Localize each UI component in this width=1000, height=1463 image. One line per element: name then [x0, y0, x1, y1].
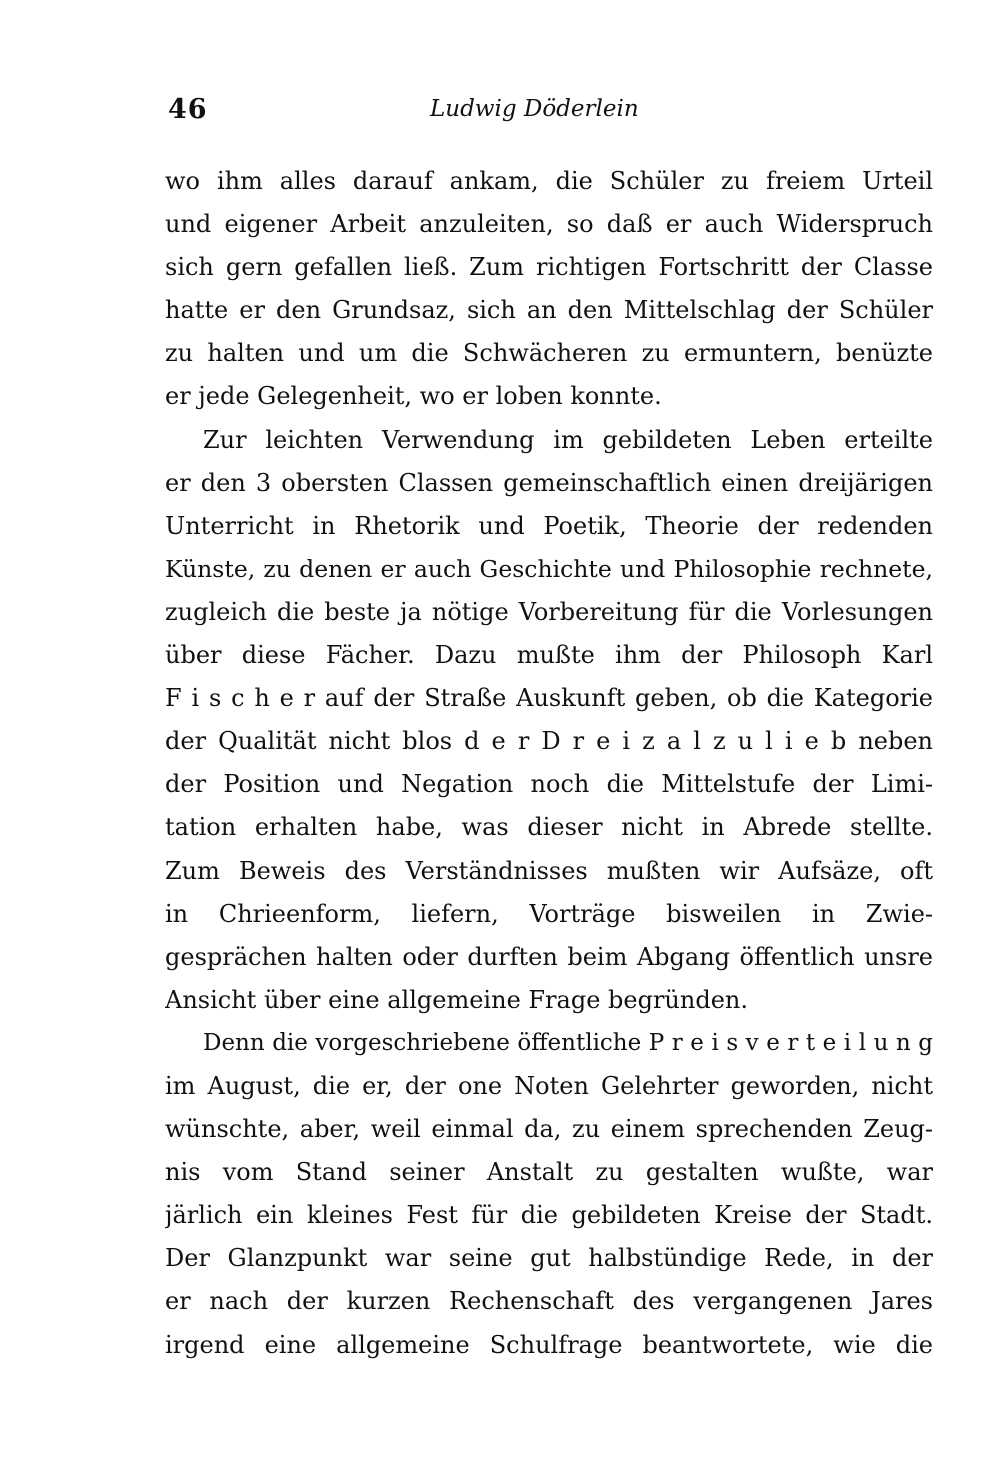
- text-line: irgend eine allgemeine Schulfrage beantwortete, wie die: [165, 1330, 933, 1359]
- text-line: Der Glanzpunkt war seine gut halbstündige Rede, in der: [165, 1244, 933, 1273]
- text-line: järlich ein kleines Fest für die gebildeten Kreise der Stadt.: [165, 1201, 933, 1230]
- text-line: Zur leichten Verwendung im gebildeten Leben erteilte: [203, 425, 933, 454]
- body-text: [165, 160, 933, 1367]
- text-line: Zum Beweis des Verständnisses mußten wir Aufsäze, oft: [165, 856, 933, 885]
- text-line: er nach der kurzen Rechenschaft des vergangenen Jares: [165, 1287, 933, 1316]
- text-line: Künste, zu denen er auch Geschichte und Philosophie rechnete,: [165, 554, 933, 583]
- text-line: er jede Gelegenheit, wo er loben konnte.: [165, 382, 662, 411]
- page-header: [168, 94, 930, 134]
- text-line: er den 3 obersten Classen gemeinschaftlich einen dreijärigen: [165, 468, 933, 497]
- text-line: zugleich die beste ja nötige Vorbereitung für die Vorlesungen: [165, 597, 933, 626]
- text-line: nis vom Stand seiner Anstalt zu gestalten wußte, war: [165, 1158, 933, 1187]
- text-line: F i s c h e r auf der Straße Auskunft geben, ob die Kategorie: [165, 684, 933, 713]
- text-line: sich gern gefallen ließ. Zum richtigen Fortschritt der Classe: [165, 253, 933, 282]
- text-line: über diese Fächer. Dazu mußte ihm der Philosoph Karl: [165, 641, 933, 670]
- text-line: Denn die vorgeschriebene öffentliche P r e i s v e r t e i l u n g: [203, 1029, 933, 1056]
- text-line: zu halten und um die Schwächeren zu ermuntern, benüzte: [165, 339, 933, 368]
- text-line: gesprächen halten oder durften beim Abgang öffentlich unsre: [165, 942, 933, 971]
- running-head: Ludwig Döderlein: [430, 96, 639, 122]
- text-line: und eigener Arbeit anzuleiten, so daß er auch Widerspruch: [165, 210, 933, 239]
- text-line: Unterricht in Rhetorik und Poetik, Theorie der redenden: [165, 511, 933, 540]
- text-line: in Chrieenform, liefern, Vorträge bisweilen in Zwie-: [165, 899, 933, 928]
- text-line: der Position und Negation noch die Mittelstufe der Limi-: [165, 770, 933, 799]
- text-line: hatte er den Grundsaz, sich an den Mittelschlag der Schüler: [165, 296, 933, 325]
- text-line: tation erhalten habe, was dieser nicht in Abrede stellte.: [165, 813, 933, 842]
- page-number: 46: [168, 94, 208, 125]
- text-line: wo ihm alles darauf ankam, die Schüler zu freiem Urteil: [165, 167, 933, 195]
- text-line: der Qualität nicht blos d e r D r e i z a l z u l i e b neben: [165, 727, 933, 756]
- text-line: wünschte, aber, weil einmal da, zu einem sprechenden Zeug-: [165, 1115, 933, 1144]
- text-line: Ansicht über eine allgemeine Frage begründen.: [165, 985, 748, 1014]
- text-line: im August, die er, der one Noten Gelehrter geworden, nicht: [165, 1071, 933, 1100]
